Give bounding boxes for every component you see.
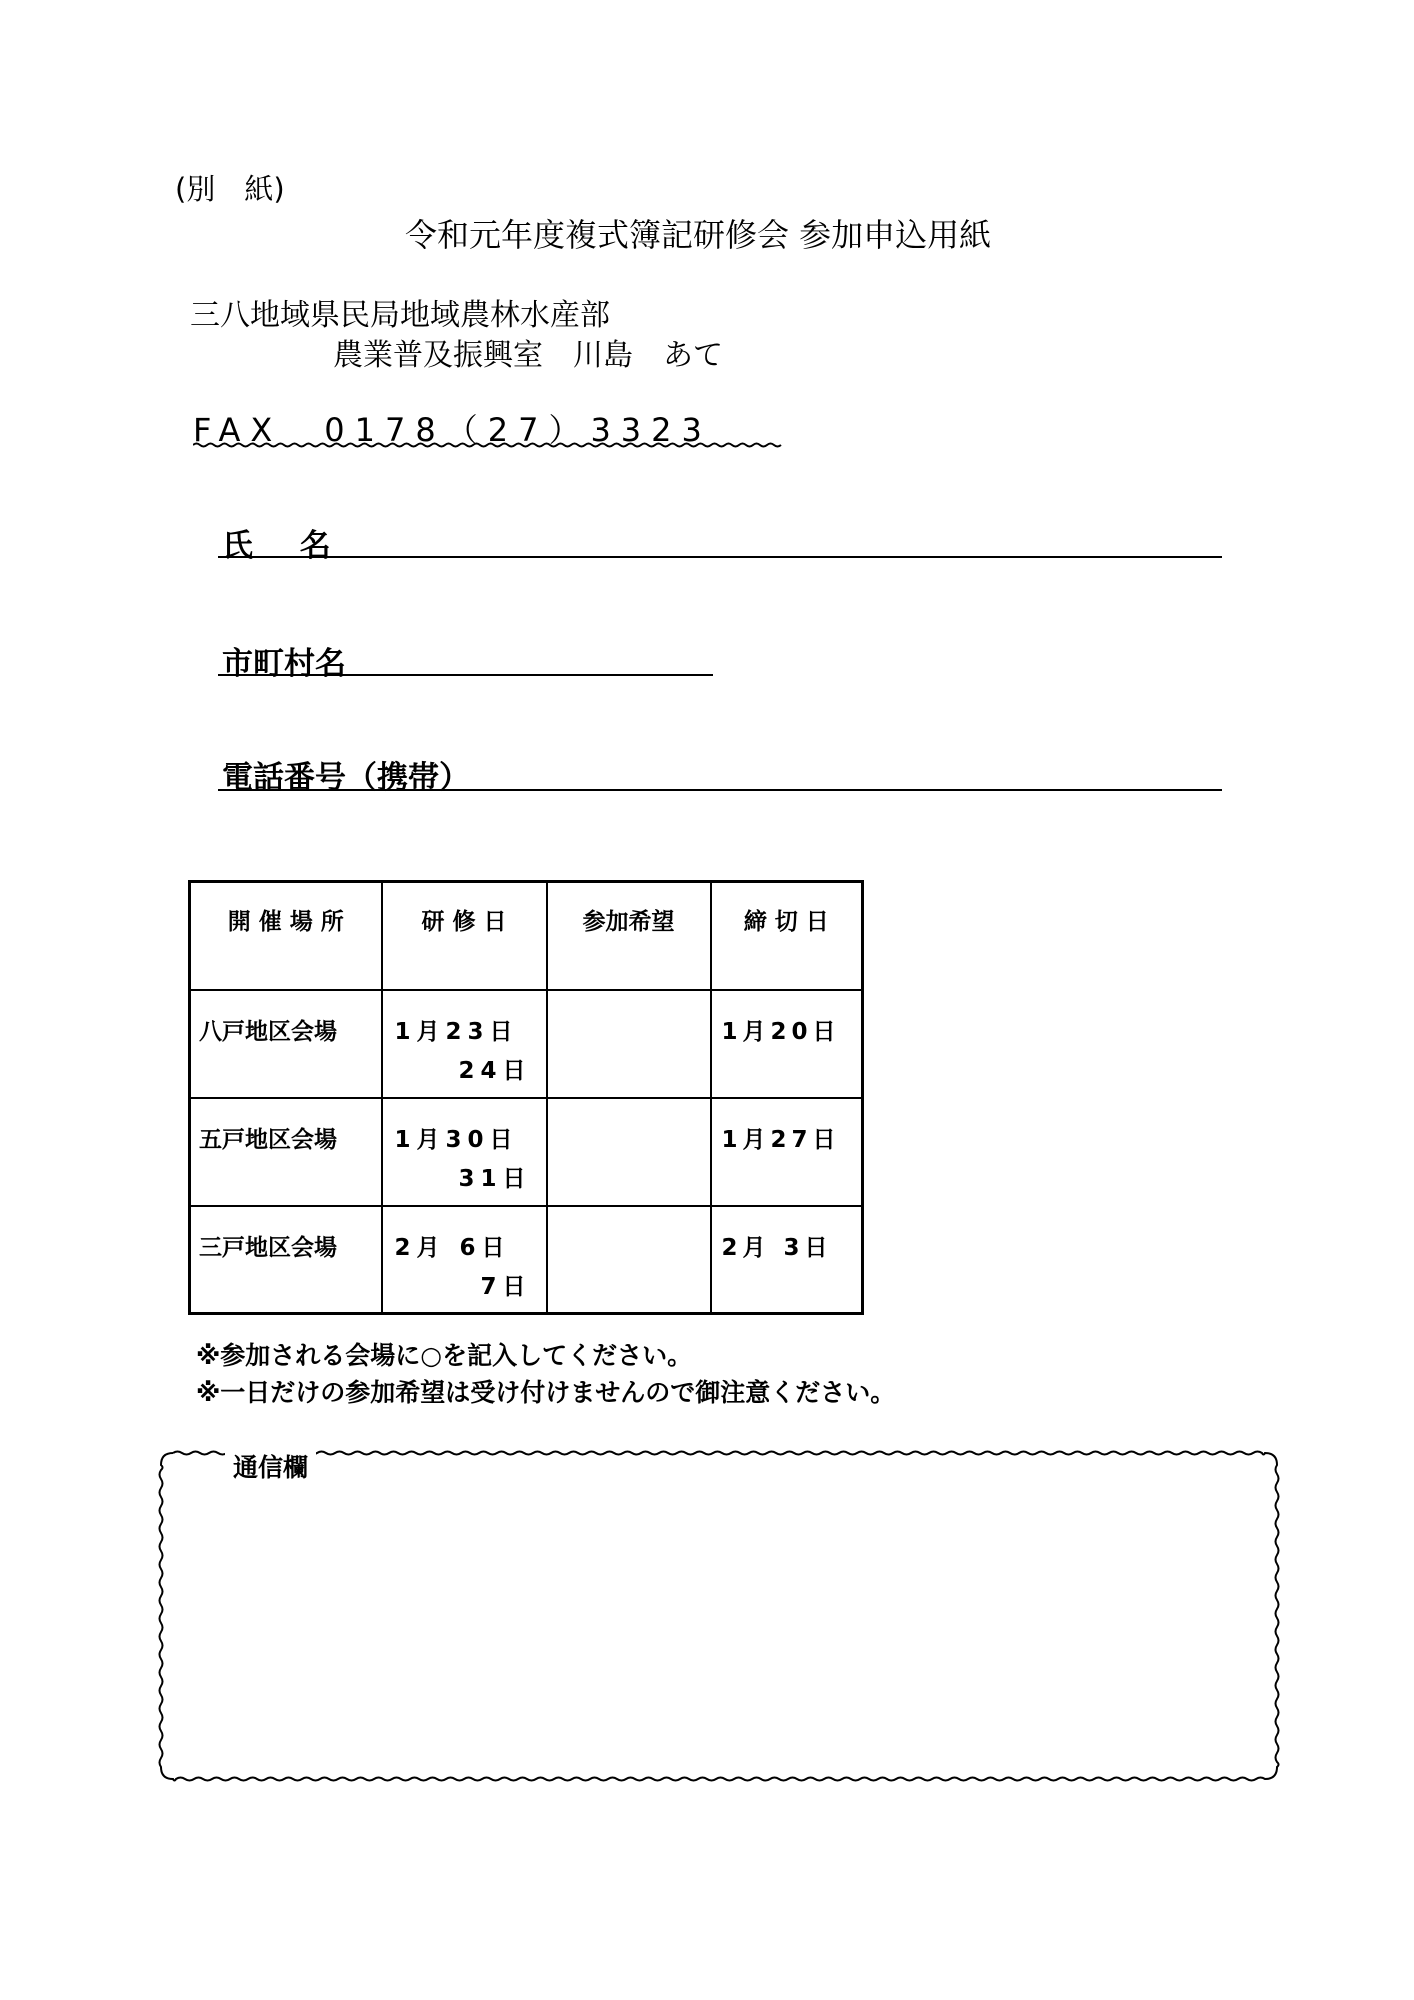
table-row	[190, 1206, 863, 1314]
venue-cell: 五戸地区会場	[190, 1098, 382, 1206]
training-date-second: 7日	[480, 1273, 532, 1300]
deadline-cell: 2月 3日	[711, 1206, 863, 1314]
addressee-office: 農業普及振興室 川島 あて	[333, 338, 723, 373]
header-participation: 参加希望	[547, 882, 711, 990]
training-date-second: 31日	[458, 1165, 532, 1192]
training-date-first: 1月30日	[394, 1126, 519, 1153]
venue-cell: 三戸地区会場	[190, 1206, 382, 1314]
communication-box[interactable]	[155, 1443, 1285, 1788]
table-header-row	[190, 882, 863, 990]
attachment-label: (別 紙)	[175, 172, 285, 206]
training-date-cell	[382, 1098, 547, 1206]
phone-field-line[interactable]	[218, 789, 1222, 791]
training-date-first: 1月23日	[394, 1018, 519, 1045]
training-date-cell	[382, 1206, 547, 1314]
training-date-second: 24日	[458, 1057, 532, 1084]
participation-cell[interactable]	[547, 1098, 711, 1206]
deadline-cell: 1月20日	[711, 990, 863, 1098]
participation-cell[interactable]	[547, 990, 711, 1098]
table-row	[190, 990, 863, 1098]
document-title: 令和元年度複式簿記研修会 参加申込用紙	[405, 216, 992, 254]
venue-cell: 八戸地区会場	[190, 990, 382, 1098]
name-field-label: 氏 名	[222, 528, 349, 564]
training-date-cell	[382, 990, 547, 1098]
header-training-date: 研 修 日	[382, 882, 547, 990]
participation-cell[interactable]	[547, 1206, 711, 1314]
city-field-label: 市町村名	[222, 646, 346, 682]
fax-wavy-underline	[193, 440, 783, 450]
phone-field-label: 電話番号（携帯）	[222, 760, 470, 796]
fax-number: FAX 0178（27）3323	[193, 411, 712, 449]
addressee-department: 三八地域県民局地域農林水産部	[190, 298, 610, 333]
table-row	[190, 1098, 863, 1206]
note-single-day: ※一日だけの参加希望は受け付けませんので御注意ください。	[196, 1378, 896, 1407]
training-date-first: 2月 6日	[394, 1234, 511, 1261]
note-mark-venue: ※参加される会場に○を記入してください。	[196, 1341, 693, 1370]
deadline-cell: 1月27日	[711, 1098, 863, 1206]
city-field-line[interactable]	[218, 674, 713, 676]
header-deadline: 締 切 日	[711, 882, 863, 990]
header-venue: 開 催 場 所	[190, 882, 382, 990]
name-field-line[interactable]	[218, 556, 1222, 558]
communication-label: 通信欄	[225, 1448, 316, 1484]
schedule-table	[188, 880, 864, 1315]
